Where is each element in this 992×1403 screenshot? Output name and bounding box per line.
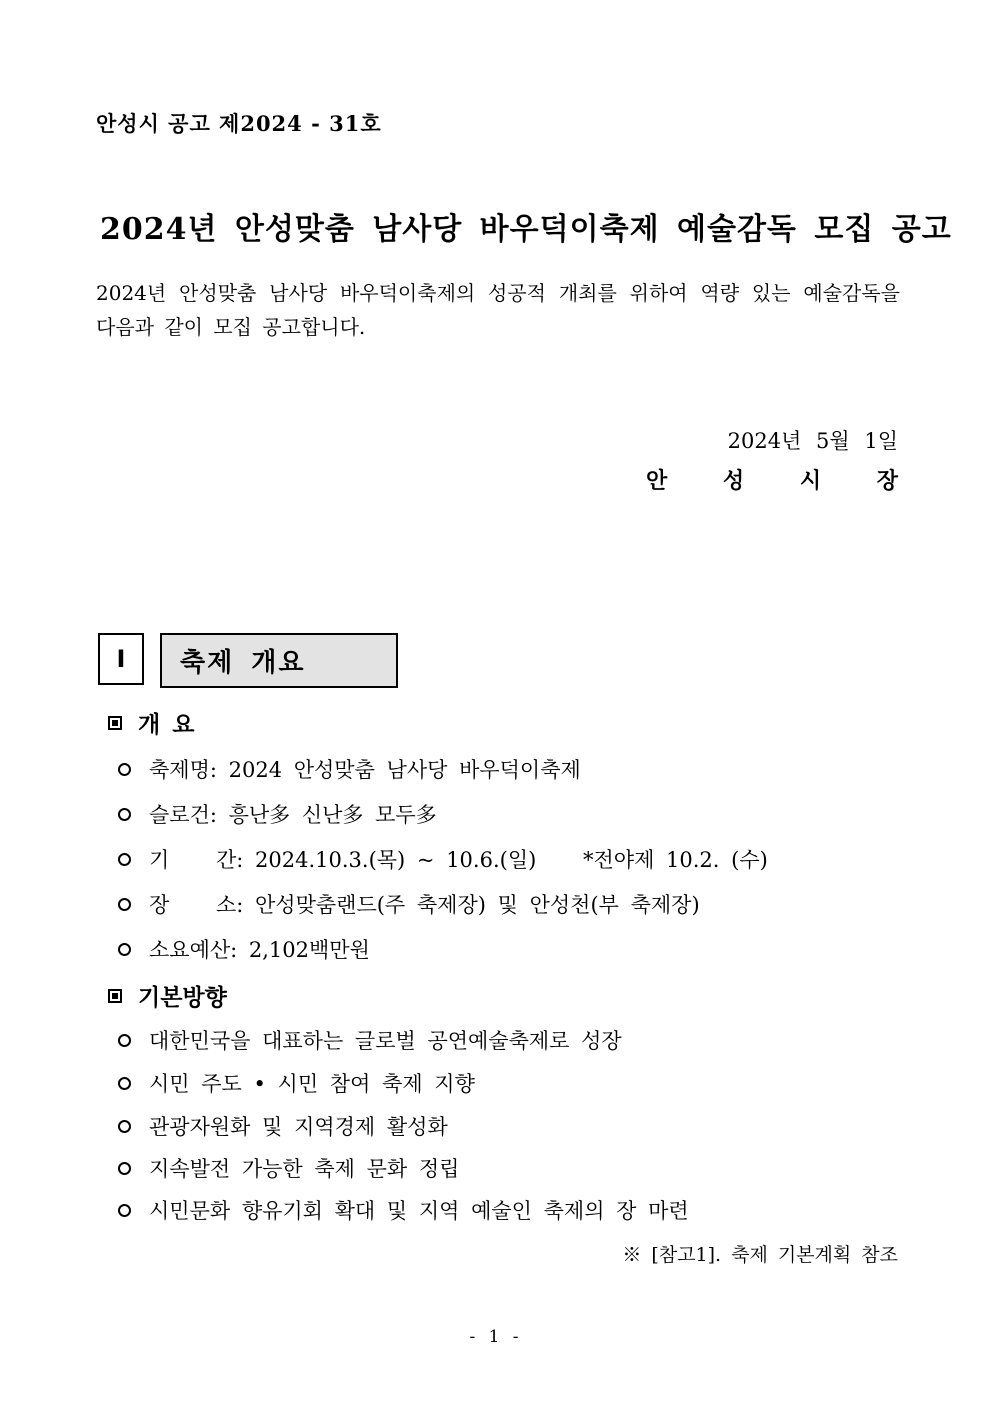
circle-bullet-icon xyxy=(118,808,131,821)
list-item-text: 지속발전 가능한 축제 문화 정립 xyxy=(149,1157,460,1181)
reference-note: ※ [참고1]. 축제 기본계획 참조 xyxy=(622,1244,898,1266)
section-title: 축제 개요 xyxy=(160,633,398,688)
circle-bullet-icon xyxy=(118,1204,131,1217)
list-item-text: 장 소: 안성맞춤랜드(주 축제장) 및 안성천(부 축제장) xyxy=(149,893,700,917)
list-item xyxy=(118,1068,475,1098)
circle-bullet-icon xyxy=(118,898,131,911)
issuer: 안 성 시 장 xyxy=(646,468,922,494)
list-item-text: 시민 주도 • 시민 참여 축제 지향 xyxy=(149,1072,475,1096)
intro-paragraph: 2024년 안성맞춤 남사당 바우덕이축제의 성공적 개최를 위하여 역량 있는 예술감독을 다음과 같이 모집 공고합니다. xyxy=(96,281,900,339)
page-number: - 1 - xyxy=(469,1327,523,1347)
circle-bullet-icon xyxy=(118,1162,131,1175)
document-title: 2024년 안성맞춤 남사당 바우덕이축제 예술감독 모집 공고 xyxy=(100,212,952,247)
direction-heading xyxy=(108,979,227,1012)
list-item-text: 소요예산: 2,102백만원 xyxy=(149,938,370,962)
list-item xyxy=(118,1195,689,1225)
circle-bullet-icon xyxy=(118,943,131,956)
notice-number: 안성시 공고 제2024 - 31호 xyxy=(96,111,382,136)
overview-heading-label: 개 요 xyxy=(138,712,197,738)
list-item-text: 슬로건: 흥난多 신난多 모두多 xyxy=(149,803,437,827)
circle-bullet-icon xyxy=(118,1120,131,1133)
list-item xyxy=(118,934,370,964)
list-item xyxy=(118,889,700,919)
notice-date: 2024년 5월 1일 xyxy=(727,429,898,453)
circle-bullet-icon xyxy=(118,1077,131,1090)
list-item-text: 기 간: 2024.10.3.(목) ~ 10.6.(일) *전야제 10.2. (수) xyxy=(149,848,768,872)
circle-bullet-icon xyxy=(118,763,131,776)
section-number: Ⅰ xyxy=(98,633,144,685)
list-item-text: 시민문화 향유기회 확대 및 지역 예술인 축제의 장 마련 xyxy=(149,1199,689,1223)
circle-bullet-icon xyxy=(118,853,131,866)
list-item xyxy=(118,1111,448,1141)
circle-bullet-icon xyxy=(118,1034,131,1047)
list-item xyxy=(118,754,581,784)
overview-heading xyxy=(108,706,196,739)
direction-heading-label: 기본방향 xyxy=(138,985,227,1011)
list-item xyxy=(118,1025,622,1055)
square-bullet-icon xyxy=(108,716,122,730)
list-item xyxy=(118,1153,459,1183)
list-item xyxy=(118,799,437,829)
list-item-text: 대한민국을 대표하는 글로벌 공연예술축제로 성장 xyxy=(149,1029,622,1053)
list-item-text: 축제명: 2024 안성맞춤 남사당 바우덕이축제 xyxy=(149,758,581,782)
list-item-text: 관광자원화 및 지역경제 활성화 xyxy=(149,1115,448,1139)
list-item xyxy=(118,844,768,874)
square-bullet-icon xyxy=(108,989,122,1003)
